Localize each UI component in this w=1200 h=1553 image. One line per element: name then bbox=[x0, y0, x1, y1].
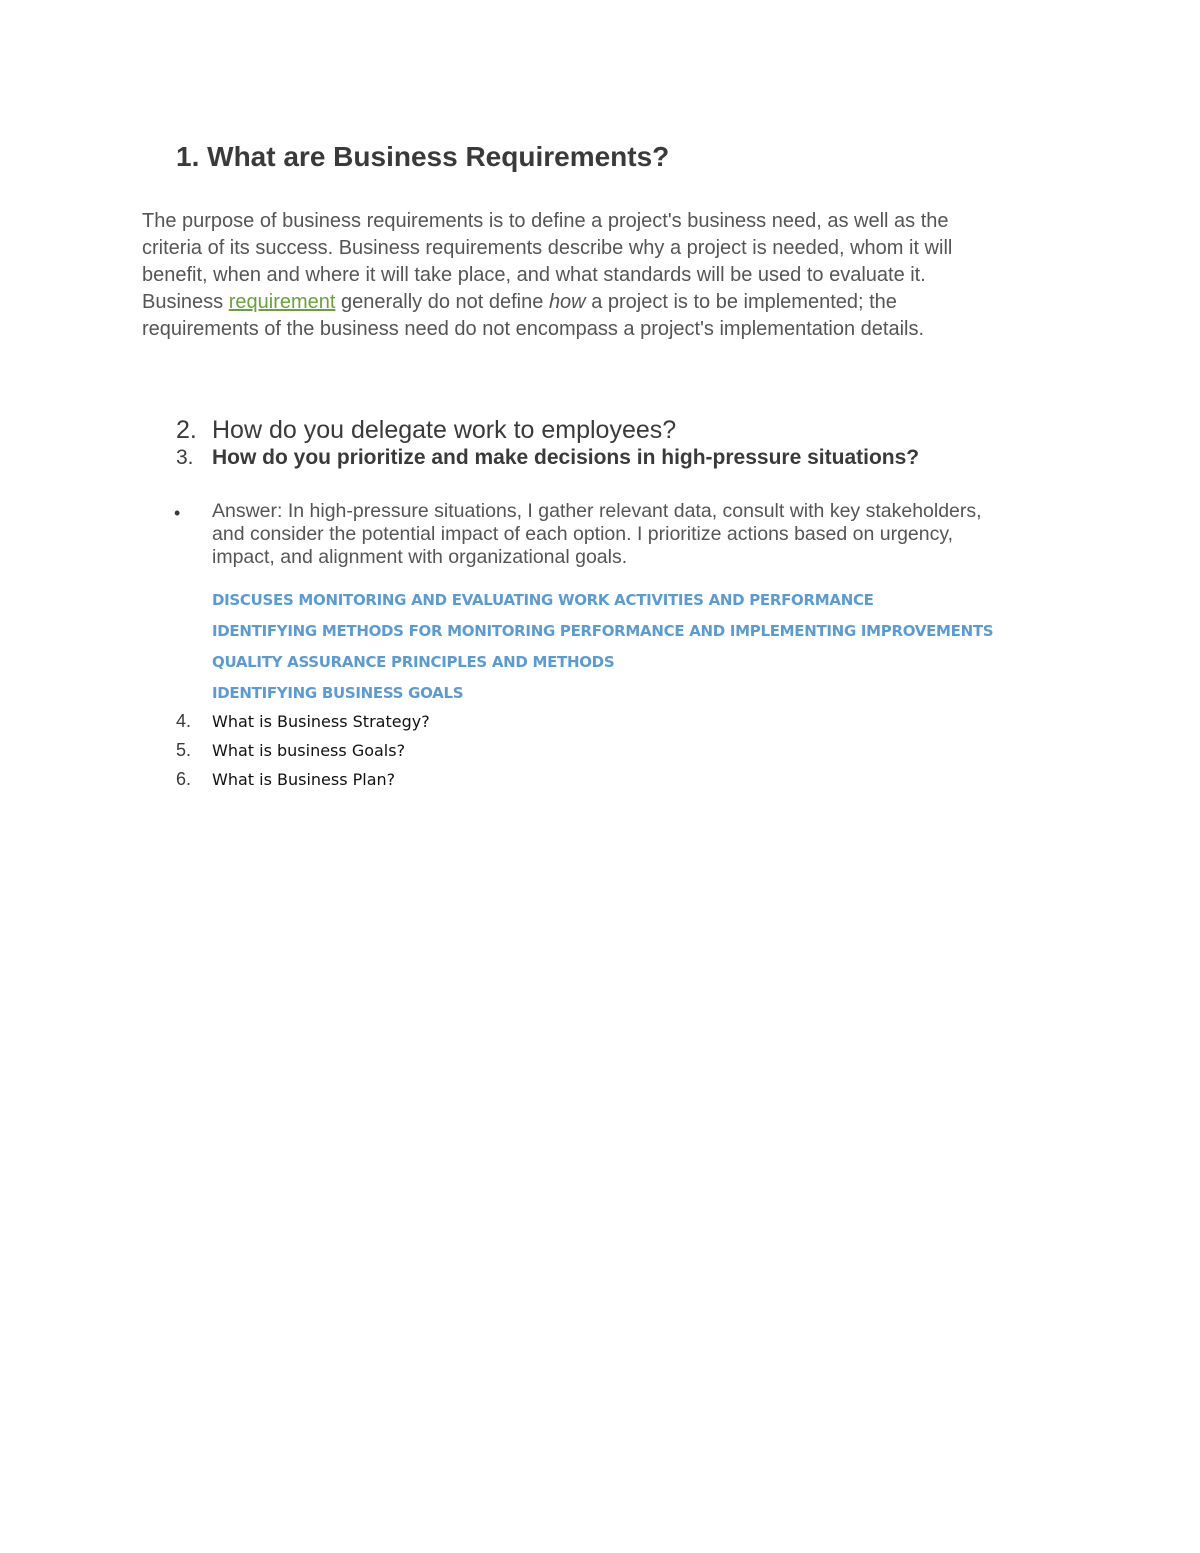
question-1-heading bbox=[176, 141, 669, 173]
question-2-title: How do you delegate work to employees? bbox=[212, 416, 677, 444]
bullet-icon: • bbox=[174, 503, 181, 523]
answer-line: impact, and alignment with organizational goals. bbox=[212, 546, 628, 568]
question-4-number: 4. bbox=[176, 711, 192, 731]
requirement-link[interactable]: requirement bbox=[228, 291, 336, 313]
paragraph-text: Business bbox=[142, 291, 229, 313]
business-requirements-paragraph bbox=[142, 208, 1042, 343]
paragraph-line: requirements of the business need do not encompass a project's implementation details. bbox=[142, 318, 925, 340]
topic-heading: DISCUSES MONITORING AND EVALUATING WORK ACTIVITIES AND PERFORMANCE bbox=[212, 591, 874, 609]
question-2-number: 2. bbox=[176, 416, 197, 444]
emphasis-text: how bbox=[548, 291, 586, 313]
question-3-title: How do you prioritize and make decisions in high-pressure situations? bbox=[212, 446, 920, 469]
topic-heading: QUALITY ASSURANCE PRINCIPLES AND METHODS bbox=[212, 653, 615, 671]
paragraph-text: generally do not define bbox=[335, 291, 549, 313]
question-1-title: What are Business Requirements? bbox=[207, 141, 670, 172]
topic-heading: IDENTIFYING BUSINESS GOALS bbox=[212, 684, 464, 702]
paragraph-line: criteria of its success. Business requirements describe why a project is needed, whom it will bbox=[142, 237, 953, 259]
question-3-number: 3. bbox=[176, 446, 194, 469]
paragraph-text: a project is to be implemented; the bbox=[585, 291, 897, 313]
answer-line: and consider the potential impact of each option. I prioritize actions based on urgency, bbox=[212, 523, 954, 545]
paragraph-line bbox=[142, 289, 1042, 316]
answer-line: Answer: In high-pressure situations, I gather relevant data, consult with key stakeholders, bbox=[212, 500, 982, 522]
question-5-number: 5. bbox=[176, 740, 192, 760]
question-6-number: 6. bbox=[176, 769, 192, 789]
question-6-text: What is Business Plan? bbox=[212, 770, 396, 789]
question-1-number: 1. bbox=[176, 141, 200, 172]
question-5-text: What is business Goals? bbox=[212, 741, 406, 760]
paragraph-line: The purpose of business requirements is to define a project's business need, as well as the bbox=[142, 210, 949, 232]
topic-heading: IDENTIFYING METHODS FOR MONITORING PERFORMANCE AND IMPLEMENTING IMPROVEMENTS bbox=[212, 622, 994, 640]
answer-paragraph bbox=[212, 500, 1042, 569]
paragraph-line: benefit, when and where it will take place, and what standards will be used to evaluate it. bbox=[142, 264, 926, 286]
question-4-text: What is Business Strategy? bbox=[212, 712, 430, 731]
